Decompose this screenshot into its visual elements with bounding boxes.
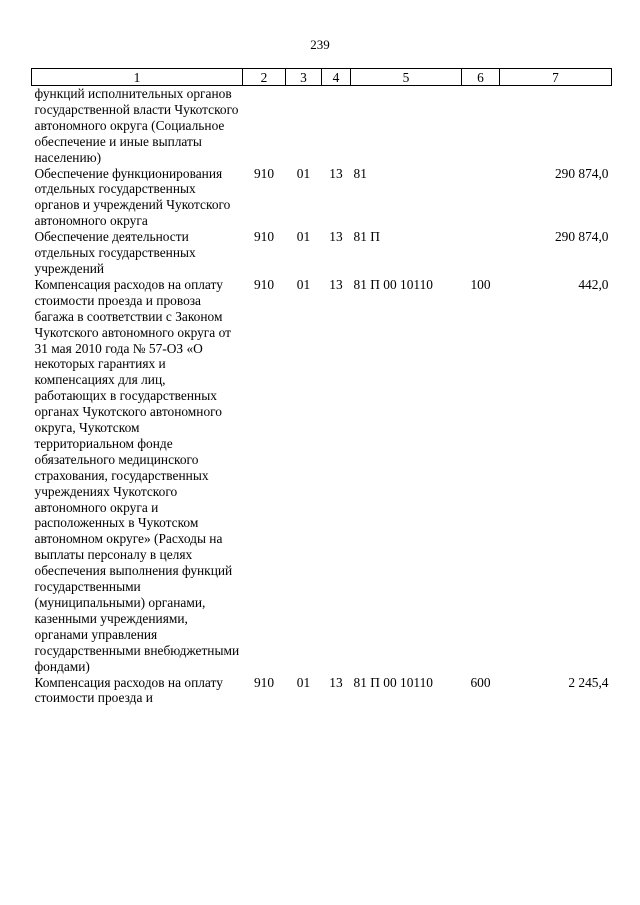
row-rz: 01 [296, 276, 311, 292]
row-ved: 910 [253, 674, 275, 690]
row-csr: 81 П 00 10110 [353, 674, 433, 690]
row-name: Обеспечение функционирования отдельных государственных органов и учреждений Чукотского автономного округа [34, 165, 231, 229]
row-name: Обеспечение деятельности отдельных государственных учреждений [34, 229, 196, 276]
row-vr: 100 [470, 276, 491, 292]
row-csr: 81 [353, 165, 367, 181]
row-sum: 290 874,0 [554, 229, 609, 245]
row-sum: 442,0 [578, 276, 609, 292]
row-vr [462, 86, 500, 166]
row-sum: 290 874,0 [554, 165, 609, 181]
table-row [32, 229, 612, 277]
page-number: 239 [310, 37, 330, 52]
row-csr [351, 86, 462, 166]
row-sum [500, 86, 612, 166]
column-header-5: 5 [351, 69, 462, 86]
row-sum: 2 245,4 [568, 674, 609, 690]
row-rz [286, 86, 322, 166]
column-header-4: 4 [322, 69, 351, 86]
column-header-2: 2 [243, 69, 286, 86]
row-rz: 01 [296, 229, 311, 245]
column-header-7: 7 [500, 69, 612, 86]
table-row [32, 277, 612, 675]
table-row [32, 166, 612, 230]
column-header-6: 6 [462, 69, 500, 86]
row-name: функций исполнительных органов государственной власти Чукотского автономного округа (Социальное обеспечение и иные выплаты населению) [34, 86, 239, 165]
row-name: Компенсация расходов на оплату стоимости проезда и провоза багажа в соответствии с Законом Чукотского автономного округа от 31 мая 2010 года № 57-ОЗ «О некоторых гарантиях и компенсациях для лиц, работающих в государственных органах Чукотского автономного округа, Чукотском территориальном фонде обязательного медицинского страхования, государственных учреждениях Чукотского автономного округа и расположенных в Чукотском автономном округе» (Расходы на выплаты персоналу в целях обеспечения выполнения функций государственными (муниципальными) органами, казенными учреждениями, органами управления государственными внебюджетными фондами) [34, 276, 240, 674]
row-ved [243, 86, 286, 166]
row-pr: 13 [329, 229, 343, 245]
row-vr [462, 166, 500, 230]
row-vr: 600 [470, 674, 491, 690]
row-ved: 910 [253, 276, 275, 292]
column-header-3: 3 [286, 69, 322, 86]
row-pr: 13 [329, 674, 343, 690]
row-pr [322, 86, 351, 166]
row-rz: 01 [296, 165, 311, 181]
column-header-1: 1 [32, 69, 243, 86]
row-vr [462, 229, 500, 277]
row-csr: 81 П [353, 229, 380, 245]
table-row [32, 86, 612, 166]
row-ved: 910 [253, 165, 275, 181]
budget-table [31, 68, 612, 706]
row-rz: 01 [296, 674, 311, 690]
row-pr: 13 [329, 165, 343, 181]
row-pr: 13 [329, 276, 343, 292]
table-row [32, 675, 612, 707]
row-csr: 81 П 00 10110 [353, 276, 433, 292]
table-header-row [32, 69, 612, 86]
row-ved: 910 [253, 229, 275, 245]
row-name: Компенсация расходов на оплату стоимости проезда и [34, 674, 223, 706]
